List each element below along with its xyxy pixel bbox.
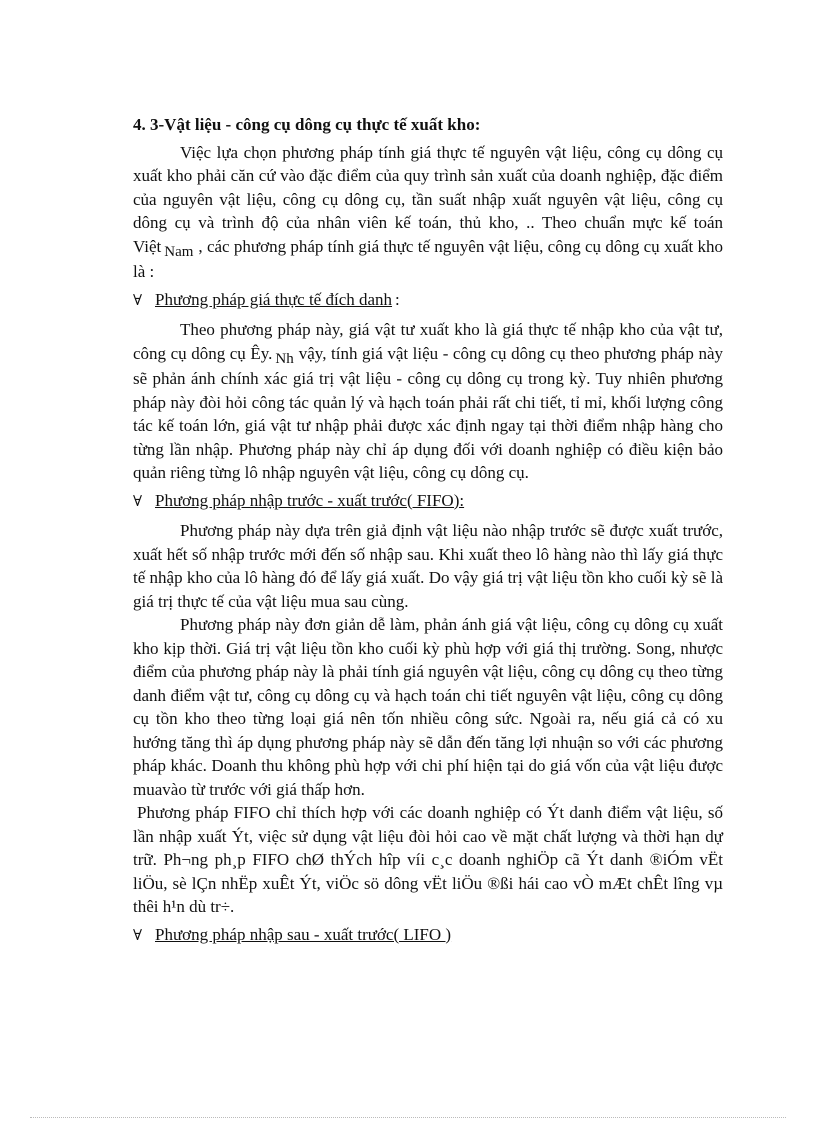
- fifo-paragraph-2: Phương pháp này đơn giản dễ làm, phản ánh giá vật liệu, công cụ dông cụ xuất kho kịp thời. Giá trị vật liệu tồn kho cuối kỳ phù hợp với giá thị trường. Song, nhược điểm của phương pháp này là phải tính giá nguyên vật liệu, công cụ dông cụ theo từng danh điểm vật tư, công cụ dông cụ và hạch toán chi tiết nguyên vật liệu, công cụ dông cụ tồn kho theo từng loại giá nên tốn nhiều công sức. Ngoài ra, nếu giá cả có xu hướng tăng thì áp dụng phương pháp này sẽ dẫn đến tăng lợi nhuận so với các phương pháp khác. Doanh thu không phù hợp với chi phí hiện tại do giá vốn của vật liệu được muavào từ trước với giá thấp hơn.: [133, 615, 723, 799]
- bullet-checkmark-icon: ∀: [133, 292, 143, 309]
- document-body: [133, 113, 723, 953]
- method-specific-paragraph: Theo phương pháp này, giá vật tư xuất kho là giá thực tế nhập kho của vật tư, công cụ dông cụ Êy. Nh vậy, tính giá vật liệu - công cụ dông cụ theo phương pháp này sẽ phản ánh chính xác giá trị vật liệu - công cụ dông cụ trong kỳ. Tuy nhiên phương pháp này đòi hỏi công tác quản lý và hạch toán phải rất chi tiết, tỉ mỉ, khối lượng công tác kế toán lớn, giá vật tư nhập phải được xác định ngay tại thời điểm nhập hàng cho từng lần nhập. Phương pháp này chỉ áp dụng đối với doanh nghiệp có điều kiện bảo quản riêng từng lô nhập nguyên vật liệu, công cụ dông cụ.: [133, 320, 724, 482]
- method-title-specific: Phương pháp giá thực tế đích danh: [155, 289, 393, 309]
- method-title-lifo: Phương pháp nhập sau - xuất trước( LIFO ): [155, 924, 452, 944]
- section-heading: 4. 3-Vật liệu - công cụ dông cụ thực tế xuất kho:: [133, 115, 481, 134]
- bullet-method-lifo: [133, 923, 723, 949]
- bullet-checkmark-icon: ∀: [133, 493, 143, 510]
- page-bottom-divider: [30, 1117, 786, 1118]
- bullet-checkmark-icon: ∀: [133, 927, 143, 944]
- fifo-paragraph-3: Phương pháp FIFO chỉ thích hợp với các doanh nghiệp có Ýt danh điểm vật liệu, số lần nhập xuất Ýt, việc sử dụng vật liệu đòi hỏi cao về mặt chất lượng và thời hạn dự trữ. Ph¬ng ph¸p FIFO chØ thÝch hîp víi c¸c doanh nghiÖp cã Ýt danh ®iÓm vËt liÖu, sè lÇn nhËp xuÊt Ýt, viÖc sö dông vËt liÖu ®ßi hái cao vÒ mÆt chÊt lîng vµ thêi h¹n dù tr÷.: [133, 803, 723, 916]
- fifo-paragraph-1: Phương pháp này dựa trên giả định vật liệu nào nhập trước sẽ được xuất trước, xuất hết số nhập trước mới đến số nhập sau. Khi xuất theo lô hàng nào thì lấy giá thực tế nhập kho của lô hàng đó để lấy giá xuất. Do vậy giá trị vật liệu tồn kho cuối kỳ sẽ là giá trị thực tế của vật liệu mua sau cùng.: [133, 521, 723, 611]
- subscript-text: Nh: [275, 350, 294, 367]
- method-title-fifo: Phương pháp nhập trước - xuất trước( FIFO):: [155, 490, 465, 510]
- bullet-method-specific: ∀ Phương pháp giá thực tế đích danh :: [133, 288, 723, 314]
- bullet-method-fifo: [133, 489, 723, 515]
- intro-paragraph: Việc lựa chọn phương pháp tính giá thực tế nguyên vật liệu, công cụ dông cụ xuất kho phải căn cứ vào đặc điểm của quy trình sản xuất của doanh nghiệp, đặc điểm của nguyên vật liệu, công cụ dông cụ, tần suất nhập xuất nguyên vật liệu, công cụ dông cụ và trình độ của nhân viên kế toán, thủ kho, .. Theo chuẩn mực kế toán Việt Nam , các phương pháp tính giá thực tế nguyên vật liệu, công cụ dông cụ xuất kho là :: [133, 142, 723, 281]
- subscript-text: Nam: [164, 243, 194, 260]
